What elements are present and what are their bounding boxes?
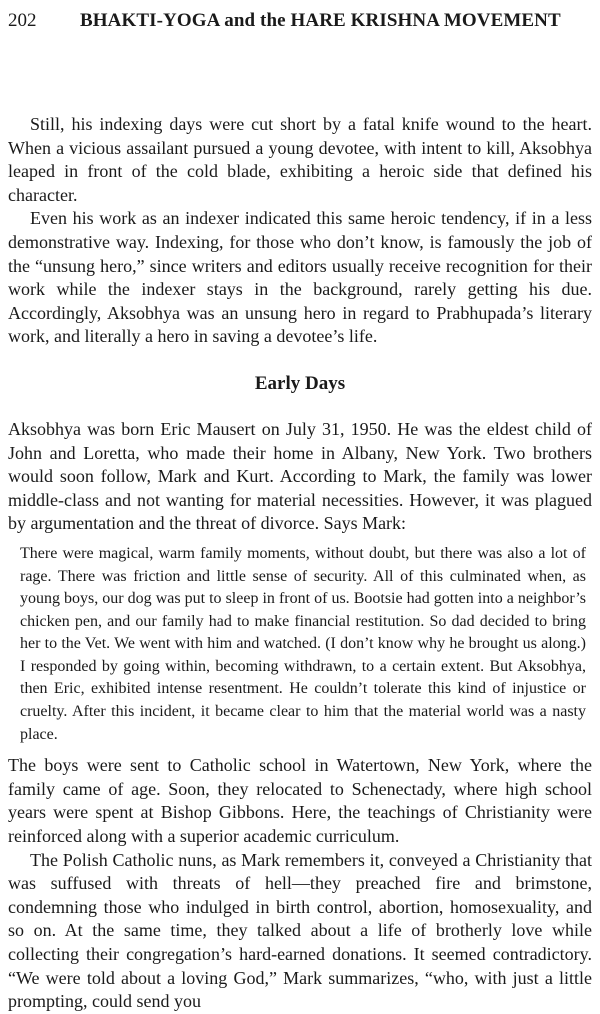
paragraph-polish-nuns: The Polish Catholic nuns, as Mark remembers it, conveyed a Christianity that was suffused with threats of hell—they preached fire and brimstone, condemning those who indulged in birth control, abortion, homosexuality, and so on. At the same time, they talked about a life of brotherly love while collecting their congregation’s hard-earned donations. It seemed contradictory. “We were told about a loving God,” Mark summarizes, “who, with just a little prompting, could send you <box>8 849 592 1012</box>
paragraph-unsung-hero: Even his work as an indexer indicated this same heroic tendency, if in a less demonstrative way. Indexing, for those who don’t know, is famously the job of the “unsung hero,” since writers and editors usually receive recognition for their work while the indexer stays in the background, rarely getting his due. Accordingly, Aksobhya was an unsung hero in regard to Prabhupada’s literary work, and literally a hero in saving a devotee’s life. <box>8 208 592 347</box>
paragraph-indexing-days: Still, his indexing days were cut short by a fatal knife wound to the heart. When a vicious assailant pursued a young devotee, with intent to kill, Aksobhya leaped in front of the cold blade, exhibiting a heroic side that defined his character. <box>8 114 592 205</box>
running-title: BHAKTI-YOGA and the HARE KRISHNA MOVEMENT <box>80 10 561 31</box>
body-text <box>8 113 592 1014</box>
paragraph-catholic-school: The boys were sent to Catholic school in Watertown, New York, where the family came of age. Soon, they relocated to Schenectady, where high school years were spent at Bishop Gibbons. Here, the teachings of Christianity were reinforced along with a superior academic curriculum. <box>8 755 592 847</box>
block-quote: There were magical, warm family moments, without doubt, but there was also a lot of rage. There was friction and little sense of security. All of this culminated when, as young boys, our dog was put to sleep in front of us. Bootsie had gotten into a neighbor’s chicken pen, and our family had to make financial restitution. So dad decided to bring her to the Vet. We went with him and watched. (I don’t know why he brought us along.) I responded by going within, becoming withdrawn, to a certain extent. But Aksobhya, then Eric, exhibited intense resentment. He couldn’t tolerate this kind of injustice or cruelty. After this incident, it became clear to him that the material world was a nasty place. <box>20 544 586 743</box>
page-number: 202 <box>8 10 37 31</box>
paragraph-early-life: Aksobhya was born Eric Mausert on July 31, 1950. He was the eldest child of John and Loretta, who made their home in Albany, New York. Two brothers would soon follow, Mark and Kurt. According to Mark, the family was lower middle-class and not wanting for material necessities. However, it was plagued by argumentation and the threat of divorce. Says Mark: <box>8 418 592 534</box>
section-heading: Early Days <box>254 372 346 394</box>
